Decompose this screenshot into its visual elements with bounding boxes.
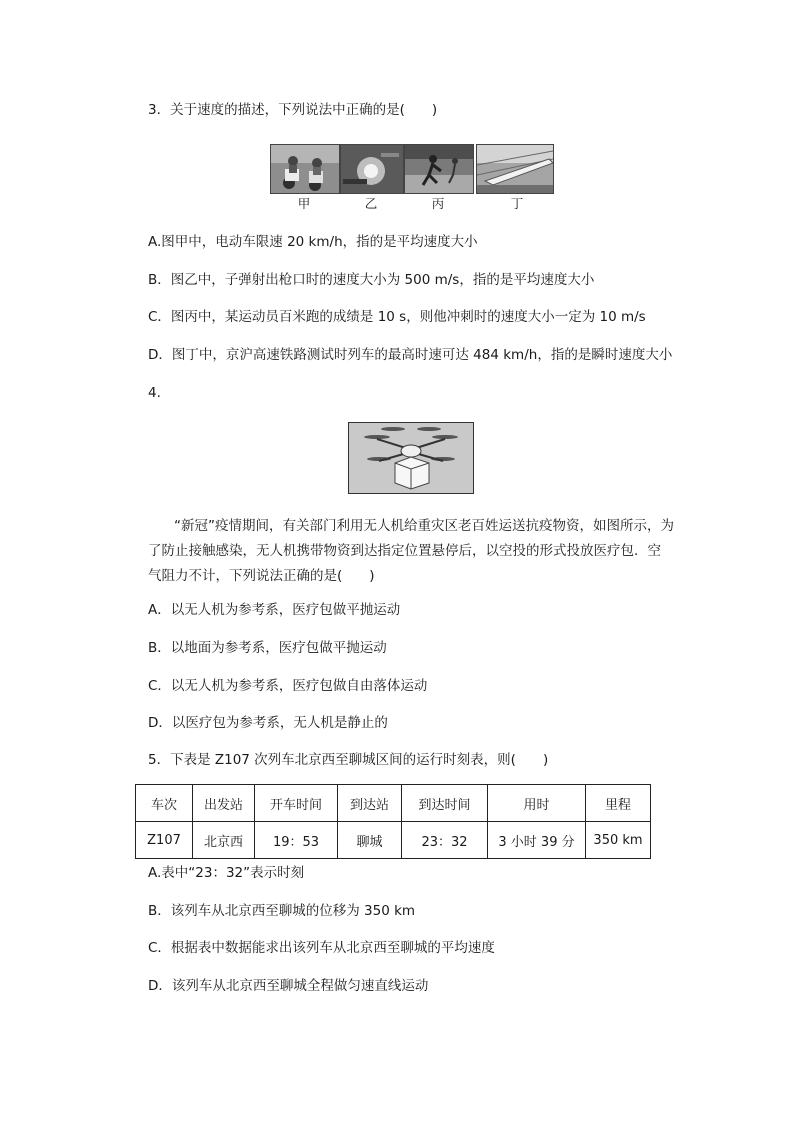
q5-stem: 5．下表是 Z107 次列车北京西至聊城区间的运行时刻表，则( ) (148, 752, 549, 768)
q3-option-b: B．图乙中，子弹射出枪口时的速度大小为 500 m/s，指的是平均速度大小 (148, 272, 595, 288)
photo-electric-scooter (270, 144, 340, 194)
q3-option-a: A.图甲中，电动车限速 20 km/h，指的是平均速度大小 (148, 234, 478, 250)
cell-arrival-time: 23：32 (402, 822, 488, 859)
header-departure-station: 出发站 (193, 785, 255, 822)
q3-stem: 3．关于速度的描述，下列说法中正确的是( ) (148, 102, 438, 118)
q5-option-c: C．根据表中数据能求出该列车从北京西至聊城的平均速度 (148, 940, 495, 956)
header-arrival-time: 到达时间 (402, 785, 488, 822)
photo-sprinter (404, 144, 474, 194)
caption-yi: 乙 (364, 196, 378, 211)
cell-departure-time: 19：53 (255, 822, 338, 859)
timetable-row (136, 822, 651, 859)
header-arrival-station: 到达站 (338, 785, 402, 822)
q3-option-d: D．图丁中，京沪高速铁路测试时列车的最高时速可达 484 km/h，指的是瞬时速度大小 (148, 347, 673, 363)
header-duration: 用时 (488, 785, 586, 822)
header-departure-time: 开车时间 (255, 785, 338, 822)
q5-option-d: D．该列车从北京西至聊城全程做匀速直线运动 (148, 978, 429, 994)
q3-option-c: C．图丙中，某运动员百米跑的成绩是 10 s，则他冲刺时的速度大小一定为 10 m/s (148, 309, 646, 325)
q4-option-b: B．以地面为参考系，医疗包做平抛运动 (148, 640, 387, 656)
timetable (135, 784, 651, 859)
caption-ding: 丁 (510, 196, 524, 211)
drone-image (348, 422, 474, 494)
header-train-no: 车次 (136, 785, 193, 822)
cell-train-no: Z107 (136, 822, 193, 859)
photo-bullet (340, 144, 404, 194)
cell-departure-station: 北京西 (193, 822, 255, 859)
q4-number: 4. (148, 385, 161, 401)
q4-option-a: A．以无人机为参考系，医疗包做平抛运动 (148, 602, 401, 618)
caption-bing: 丙 (431, 196, 445, 211)
q4-option-d: D．以医疗包为参考系，无人机是静止的 (148, 715, 388, 731)
cell-arrival-station: 聊城 (338, 822, 402, 859)
q4-option-c: C．以无人机为参考系，医疗包做自由落体运动 (148, 678, 428, 694)
cell-duration: 3 小时 39 分 (488, 822, 586, 859)
q5-option-b: B．该列车从北京西至聊城的位移为 350 km (148, 903, 416, 919)
header-distance: 里程 (586, 785, 651, 822)
photo-high-speed-train (476, 144, 554, 194)
timetable-header-row (136, 785, 651, 822)
q4-stem: “新冠”疫情期间，有关部门利用无人机给重灾区老百姓运送抗疫物资，如图所示，为了防止接触感染，无人机携带物资到达指定位置悬停后，以空投的形式投放医疗包．空气阻力不计，下列说法正确的是( ) (148, 518, 674, 584)
cell-distance: 350 km (586, 822, 651, 859)
caption-jia: 甲 (297, 196, 311, 211)
q5-option-a: A.表中“23：32”表示时刻 (148, 865, 305, 881)
